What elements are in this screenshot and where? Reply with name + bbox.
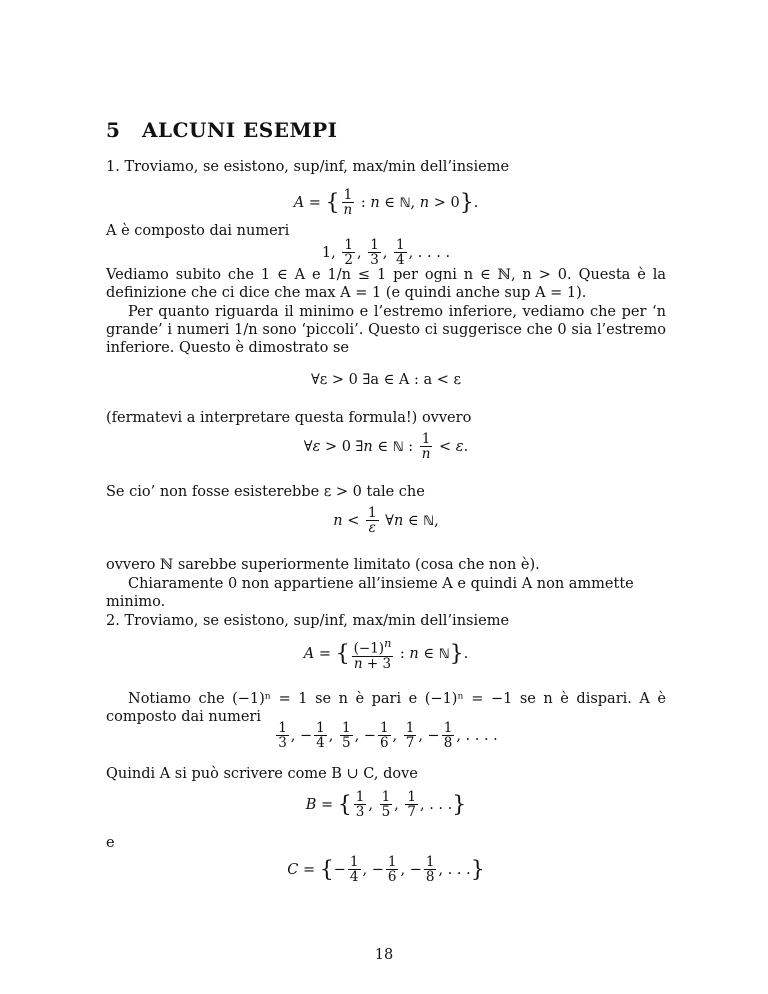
section-heading <box>106 118 338 143</box>
ex1-paragraph-max: Vediamo subito che 1 ∈ A e 1/n ≤ 1 per ogni n ∈ ℕ, n > 0. Questa è la definizione che ci dice che max A = 1 (e quindi anche sup A = 1). <box>106 267 666 302</box>
ex2-paragraph-union: Quindi A si può scrivere come B ∪ C, dove <box>106 766 418 782</box>
ex1-formula-3: n < $\frac{1}{\varepsilon}$ ∀n ∈ ℕ, <box>333 505 439 537</box>
ex1-intro: 1. Troviamo, se esistono, sup/inf, max/min dell’insieme <box>106 159 510 175</box>
ex2-set-definition: A = { $\frac{(-1)^n}{n + 3}$ : n ∈ ℕ}. <box>303 637 469 672</box>
ex1-formula-1: ∀ε > 0 ∃a ∈ A : a < ε <box>310 372 462 388</box>
ex2-set-b: B = { $\frac{1}{3}$ , $\frac{1}{5}$ , $\frac{1}{7}$ , . . .} <box>305 789 467 821</box>
ex1-paragraph-inf: Per quanto riguarda il minimo e l’estremo inferiore, vediamo che per ‘n grande’ i numeri 1/n sono ‘piccoli’. Questo ci suggerisce che 0 sia l’estremo inferiore. Questo è dimostrato se <box>106 304 666 357</box>
ex2-set-c: C = {− $\frac{1}{4}$ , − $\frac{1}{6}$ , − $\frac{1}{8}$ , . . .} <box>287 854 485 886</box>
page-number: 18 <box>374 947 394 963</box>
ex2-sequence: $\frac{1}{3}$ , − $\frac{1}{4}$ , $\frac{1}{5}$ , − $\frac{1}{6}$ , $\frac{1}{7}$ , − $\frac{1}{8}$ , . . . . <box>278 720 498 752</box>
section-number: 5 <box>106 118 121 142</box>
ex1-paragraph-contra: Se cio’ non fosse esisterebbe ε > 0 tale che <box>106 484 425 500</box>
ex1-paragraph-bounded: ovvero ℕ sarebbe superiormente limitato (cosa che non è). <box>106 557 540 573</box>
ex2-and: e <box>106 835 115 851</box>
ex2-intro: 2. Troviamo, se esistono, sup/inf, max/min dell’insieme <box>106 613 510 629</box>
ex1-paragraph-min: Chiaramente 0 non appartiene all’insieme A e quindi A non ammette minimo. <box>106 576 634 611</box>
ex1-paragraph-interpret: (fermatevi a interpretare questa formula!) ovvero <box>106 410 472 426</box>
ex1-sequence: 1, $\frac{1}{2}$ , $\frac{1}{3}$ , $\frac{1}{4}$ , . . . . <box>321 237 451 269</box>
ex1-formula-2: ∀ε > 0 ∃n ∈ ℕ : $\frac{1}{n}$ < ε. <box>303 431 469 463</box>
ex2-paragraph-parity: Notiamo che (−1)ⁿ = 1 se n è pari e (−1)ⁿ = −1 se n è dispari. A è composto dai numeri <box>106 691 666 726</box>
section-title: ALCUNI ESEMPI <box>142 118 338 142</box>
ex1-set-definition: A = { $\frac{1}{n}$ : n ∈ ℕ, n > 0}. <box>293 187 479 219</box>
ex1-composed: A è composto dai numeri <box>106 223 290 239</box>
